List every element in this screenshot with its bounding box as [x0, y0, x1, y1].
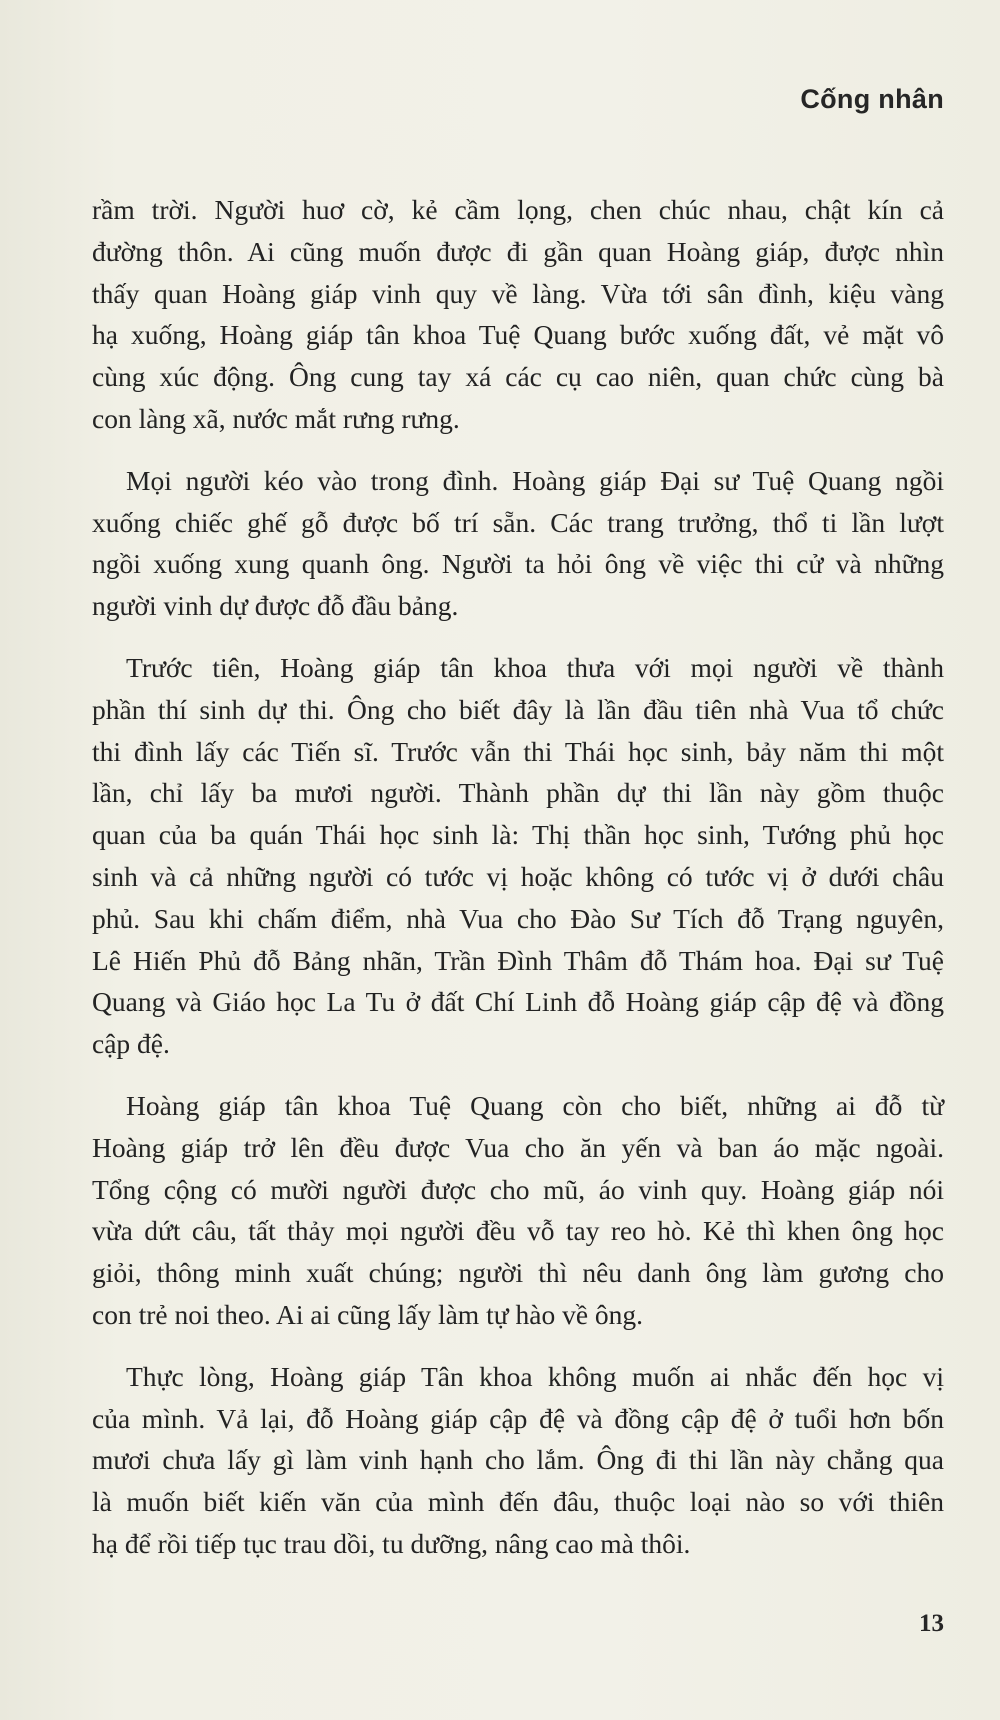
page-number: 13 — [919, 1610, 944, 1637]
text-line: thi đình lấy các Tiến sĩ. Trước vẫn thi Thái học sinh, bảy năm thi một — [92, 735, 944, 767]
text-line: là muốn biết kiến văn của mình đến đâu, thuộc loại nào so với thiên — [92, 1486, 944, 1518]
text-line: của mình. Vả lại, đỗ Hoàng giáp cập đệ và đồng cập đệ ở tuổi hơn bốn — [92, 1402, 944, 1434]
text-line: hạ để rồi tiếp tục trau dồi, tu dưỡng, nâng cao mà thôi. — [92, 1527, 691, 1559]
text-line: quan của ba quán Thái học sinh là: Thị thần học sinh, Tướng phủ học — [92, 819, 944, 851]
text-line: Lê Hiến Phủ đỗ Bảng nhãn, Trần Đình Thâm đỗ Thám hoa. Đại sư Tuệ — [92, 944, 944, 976]
text-line: con làng xã, nước mắt rưng rưng. — [92, 402, 460, 434]
text-line: con trẻ noi theo. Ai ai cũng lấy làm tự hào về ông. — [92, 1298, 644, 1330]
text-line: Hoàng giáp tân khoa Tuệ Quang còn cho biết, những ai đỗ từ — [126, 1089, 944, 1121]
text-line: cùng xúc động. Ông cung tay xá các cụ cao niên, quan chức cùng bà — [92, 361, 944, 393]
paragraph-3 — [92, 647, 944, 1065]
paragraph-4 — [92, 1085, 944, 1336]
text-line: Trước tiên, Hoàng giáp tân khoa thưa với mọi người về thành — [126, 651, 944, 683]
text-line: phủ. Sau khi chấm điểm, nhà Vua cho Đào Sư Tích đỗ Trạng nguyên, — [92, 902, 944, 934]
text-line: giỏi, thông minh xuất chúng; người thì nêu danh ông làm gương cho — [92, 1257, 944, 1289]
text-line: phần thí sinh dự thi. Ông cho biết đây là lần đầu tiên nhà Vua tổ chức — [92, 693, 944, 725]
text-line: lần, chỉ lấy ba mươi người. Thành phần dự thi lần này gồm thuộc — [92, 777, 944, 809]
text-line: thấy quan Hoàng giáp vinh quy về làng. Vừa tới sân đình, kiệu vàng — [92, 277, 944, 309]
text-line: vừa dứt câu, tất thảy mọi người đều vỗ tay reo hò. Kẻ thì khen ông học — [92, 1215, 944, 1247]
paragraph-2 — [92, 460, 944, 627]
paragraph-1 — [92, 189, 944, 440]
body-text — [92, 189, 944, 1565]
text-line: Tổng cộng có mười người được cho mũ, áo vinh quy. Hoàng giáp nói — [92, 1173, 944, 1205]
paragraph-5 — [92, 1356, 944, 1565]
text-line: cập đệ. — [92, 1028, 170, 1060]
text-line: xuống chiếc ghế gỗ được bố trí sẵn. Các trang trưởng, thổ ti lần lượt — [92, 506, 944, 538]
text-line: hạ xuống, Hoàng giáp tân khoa Tuệ Quang bước xuống đất, vẻ mặt vô — [92, 319, 944, 351]
text-line: người vinh dự được đỗ đầu bảng. — [92, 590, 459, 622]
text-line: sinh và cả những người có tước vị hoặc không có tước vị ở dưới châu — [92, 860, 944, 892]
text-line: rầm trời. Người huơ cờ, kẻ cầm lọng, chen chúc nhau, chật kín cả — [92, 194, 944, 225]
running-head: Cống nhân — [800, 84, 944, 114]
text-line: đường thôn. Ai cũng muốn được đi gần quan Hoàng giáp, được nhìn — [92, 235, 944, 267]
text-line: Quang và Giáo học La Tu ở đất Chí Linh đỗ Hoàng giáp cập đệ và đồng — [92, 986, 944, 1018]
text-line: ngồi xuống xung quanh ông. Người ta hỏi ông về việc thi cử và những — [92, 548, 944, 580]
text-line: Hoàng giáp trở lên đều được Vua cho ăn yến và ban áo mặc ngoài. — [92, 1131, 944, 1163]
text-line: Mọi người kéo vào trong đình. Hoàng giáp Đại sư Tuệ Quang ngồi — [126, 464, 944, 496]
text-line: Thực lòng, Hoàng giáp Tân khoa không muốn ai nhắc đến học vị — [126, 1360, 944, 1392]
text-line: mươi chưa lấy gì làm vinh hạnh cho lắm. Ông đi thi lần này chẳng qua — [92, 1444, 944, 1476]
